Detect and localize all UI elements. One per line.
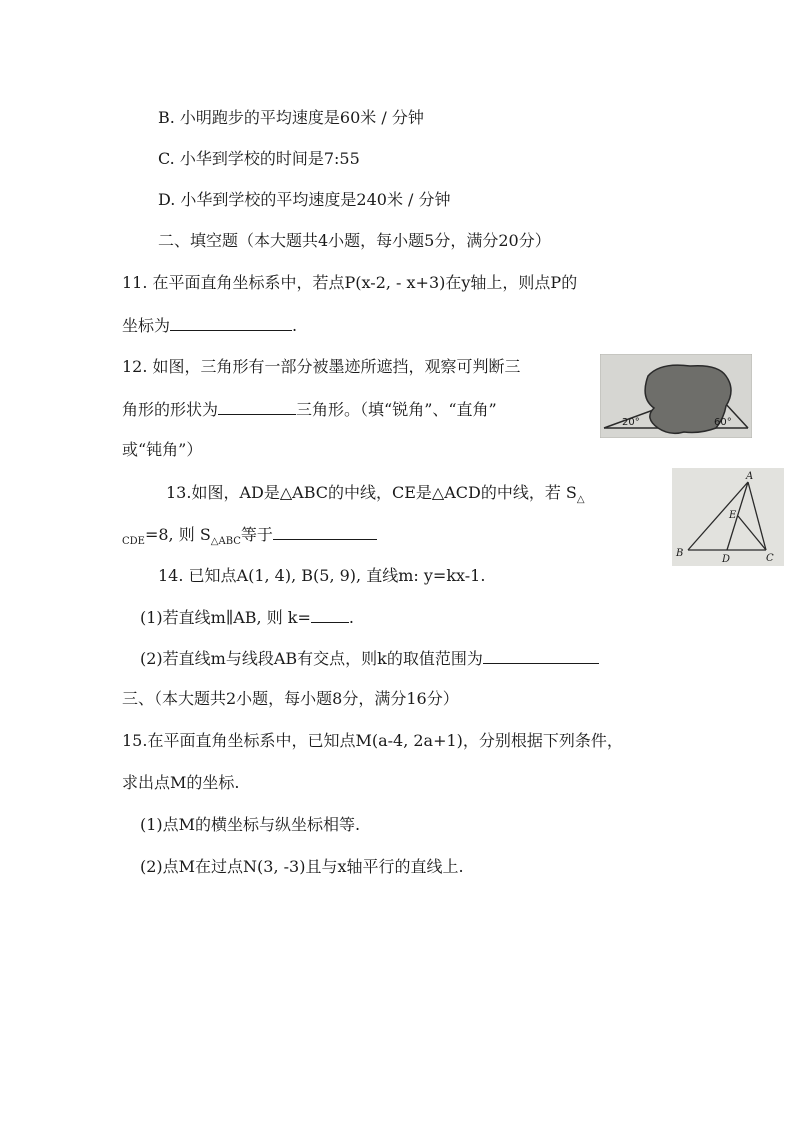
question-15-line-1: 15.在平面直角坐标系中，已知点M(a-4, 2a+1)，分别根据下列条件， xyxy=(122,731,623,750)
question-14: 14. 已知点A(1, 4), B(5, 9), 直线m: y=kx-1. xyxy=(158,566,486,585)
question-11-line-1: 11. 在平面直角坐标系中，若点P(x-2, - x+3)在y轴上，则点P的 xyxy=(122,273,578,292)
q13-abc-sub: △ABC xyxy=(210,536,241,548)
option-c: C. 小华到学校的时间是7:55 xyxy=(158,149,360,168)
q13-cde-sub: CDE xyxy=(122,536,145,548)
triangle-abc-figure xyxy=(672,468,784,566)
vertex-a-label: A xyxy=(746,471,754,482)
question-15-line-2: 求出点M的坐标. xyxy=(122,773,240,792)
figure-background xyxy=(672,468,784,566)
question-14-part-1 xyxy=(140,606,354,629)
q13-triangle-sub: △ xyxy=(576,494,585,506)
section-2-heading: 二、填空题（本大题共4小题，每小题5分，满分20分） xyxy=(158,231,551,250)
vertex-c-label: C xyxy=(766,553,774,564)
q12-prefix: 角形的形状为 xyxy=(122,400,219,419)
q13-post: 等于 xyxy=(240,525,273,544)
q11-prefix: 坐标为 xyxy=(122,316,171,335)
question-11-line-2 xyxy=(122,314,297,337)
vertex-e-label: E xyxy=(729,510,737,521)
q14-1-answer-blank[interactable] xyxy=(311,606,349,623)
option-d: D. 小华到学校的平均速度是240米 / 分钟 xyxy=(158,190,451,209)
question-14-part-2 xyxy=(140,647,599,670)
q11-suffix: . xyxy=(292,316,298,335)
question-12-line-3: 或“钝角”） xyxy=(122,440,203,459)
question-15-part-2: (2)点M在过点N(3, -3)且与x轴平行的直线上. xyxy=(140,857,464,876)
angle-60-label: 60° xyxy=(714,417,732,428)
q13-answer-blank[interactable] xyxy=(273,523,377,540)
q14-1-prefix: (1)若直线m∥AB, 则 k= xyxy=(140,608,311,627)
question-12-line-1: 12. 如图，三角形有一部分被墨迹所遮挡，观察可判断三 xyxy=(122,357,521,376)
q14-1-suffix: . xyxy=(348,608,354,627)
question-12-line-2 xyxy=(122,398,497,421)
section-3-heading: 三、（本大题共2小题，每小题8分，满分16分） xyxy=(122,689,459,708)
q13-text: 13.如图，AD是△ABC的中线，CE是△ACD的中线，若 S xyxy=(166,483,577,502)
option-b: B. 小明跑步的平均速度是60米 / 分钟 xyxy=(158,108,424,127)
q11-answer-blank[interactable] xyxy=(170,314,292,331)
vertex-d-label: D xyxy=(722,554,731,565)
q14-2-answer-blank[interactable] xyxy=(483,647,599,664)
q12-answer-blank[interactable] xyxy=(218,398,296,415)
question-13-line-1 xyxy=(166,482,585,511)
q12-suffix: 三角形。（填“锐角”、“直角” xyxy=(296,400,497,419)
angle-20-label: 20° xyxy=(622,417,640,428)
question-13-line-2 xyxy=(122,523,377,553)
q14-2-prefix: (2)若直线m与线段AB有交点，则k的取值范围为 xyxy=(140,649,483,668)
vertex-b-label: B xyxy=(676,548,684,559)
q13-mid: =8, 则 S xyxy=(144,525,211,544)
triangle-ink-figure xyxy=(600,354,752,438)
question-15-part-1: (1)点M的横坐标与纵坐标相等. xyxy=(140,815,361,834)
